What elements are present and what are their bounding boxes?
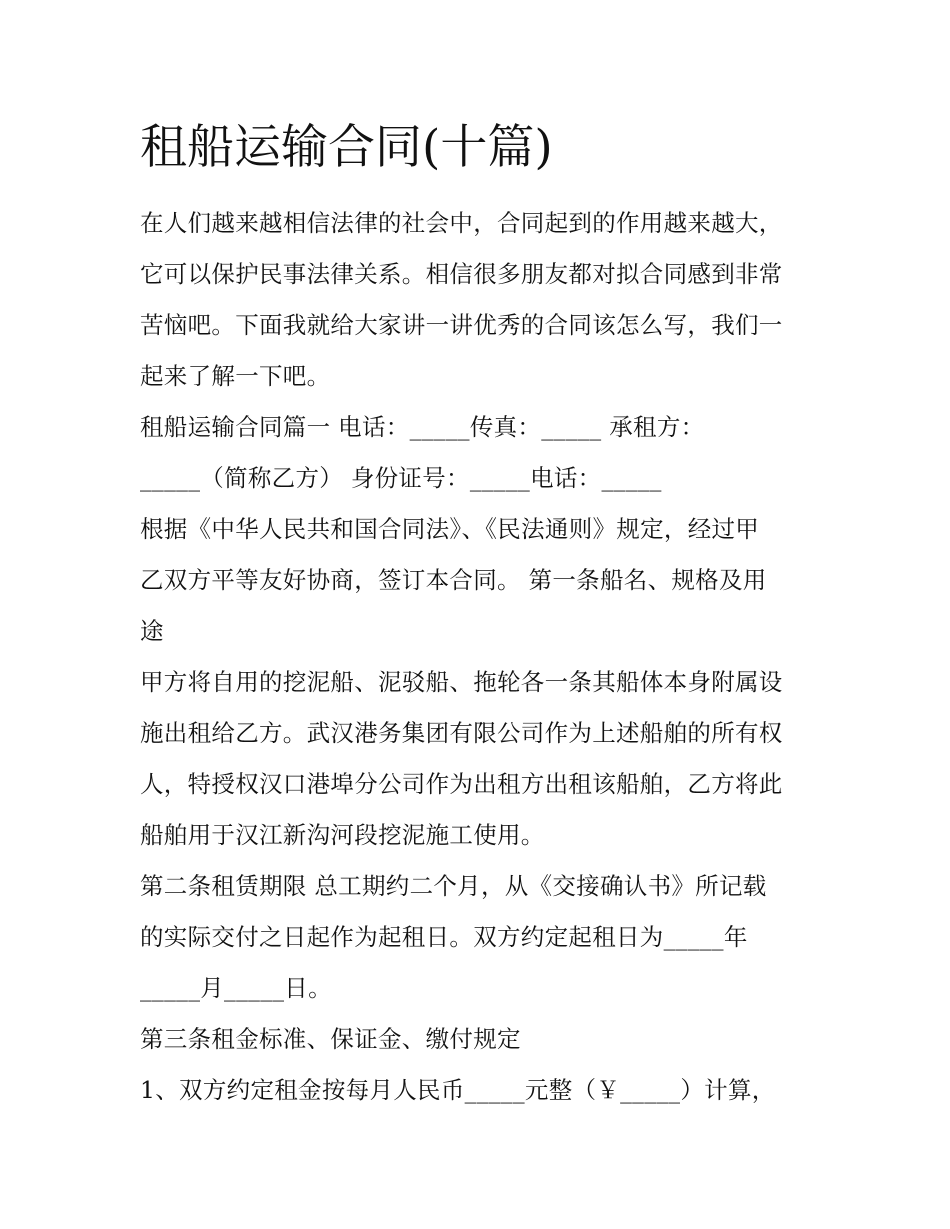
body-line: 租船运输合同篇一 电话：_____传真：_____ 承租方： <box>140 413 705 441</box>
body-line: 起来了解一下吧。 <box>140 362 331 390</box>
body-line: 甲方将自用的挖泥船、泥驳船、拖轮各一条其船体本身附属设 <box>140 668 783 696</box>
body-line: 它可以保护民事法律关系。相信很多朋友都对拟合同感到非常 <box>140 260 783 288</box>
body-line: 根据《中华人民共和国合同法》、《民法通则》规定，经过甲 <box>140 515 760 543</box>
body-line: _____（简称乙方） 身份证号：_____电话：_____ <box>140 464 662 492</box>
document-title: 租船运输合同(十篇) <box>140 120 553 175</box>
body-line: 第三条租金标准、保证金、缴付规定 <box>140 1025 521 1053</box>
body-line: 途 <box>140 617 164 645</box>
body-line: 苦恼吧。下面我就给大家讲一讲优秀的合同该怎么写，我们一 <box>140 311 783 339</box>
body-line: 乙双方平等友好协商，签订本合同。 第一条船名、规格及用 <box>140 566 767 594</box>
body-line: 船舶用于汉江新沟河段挖泥施工使用。 <box>140 821 545 849</box>
body-line: 施出租给乙方。武汉港务集团有限公司作为上述船舶的所有权 <box>140 719 783 747</box>
document-body <box>140 203 820 1121</box>
body-line: 第二条租赁期限 总工期约二个月，从《交接确认书》所记载 <box>140 872 767 900</box>
body-line: 1、双方约定租金按每月人民币_____元整（￥_____）计算， <box>140 1076 776 1104</box>
body-line: 人，特授权汉口港埠分公司作为出租方出租该船舶，乙方将此 <box>140 770 783 798</box>
body-line: 的实际交付之日起作为起租日。双方约定起租日为_____年 <box>140 923 748 951</box>
body-line: _____月_____日。 <box>140 974 332 1002</box>
body-line: 在人们越来越相信法律的社会中，合同起到的作用越来越大， <box>140 209 783 237</box>
